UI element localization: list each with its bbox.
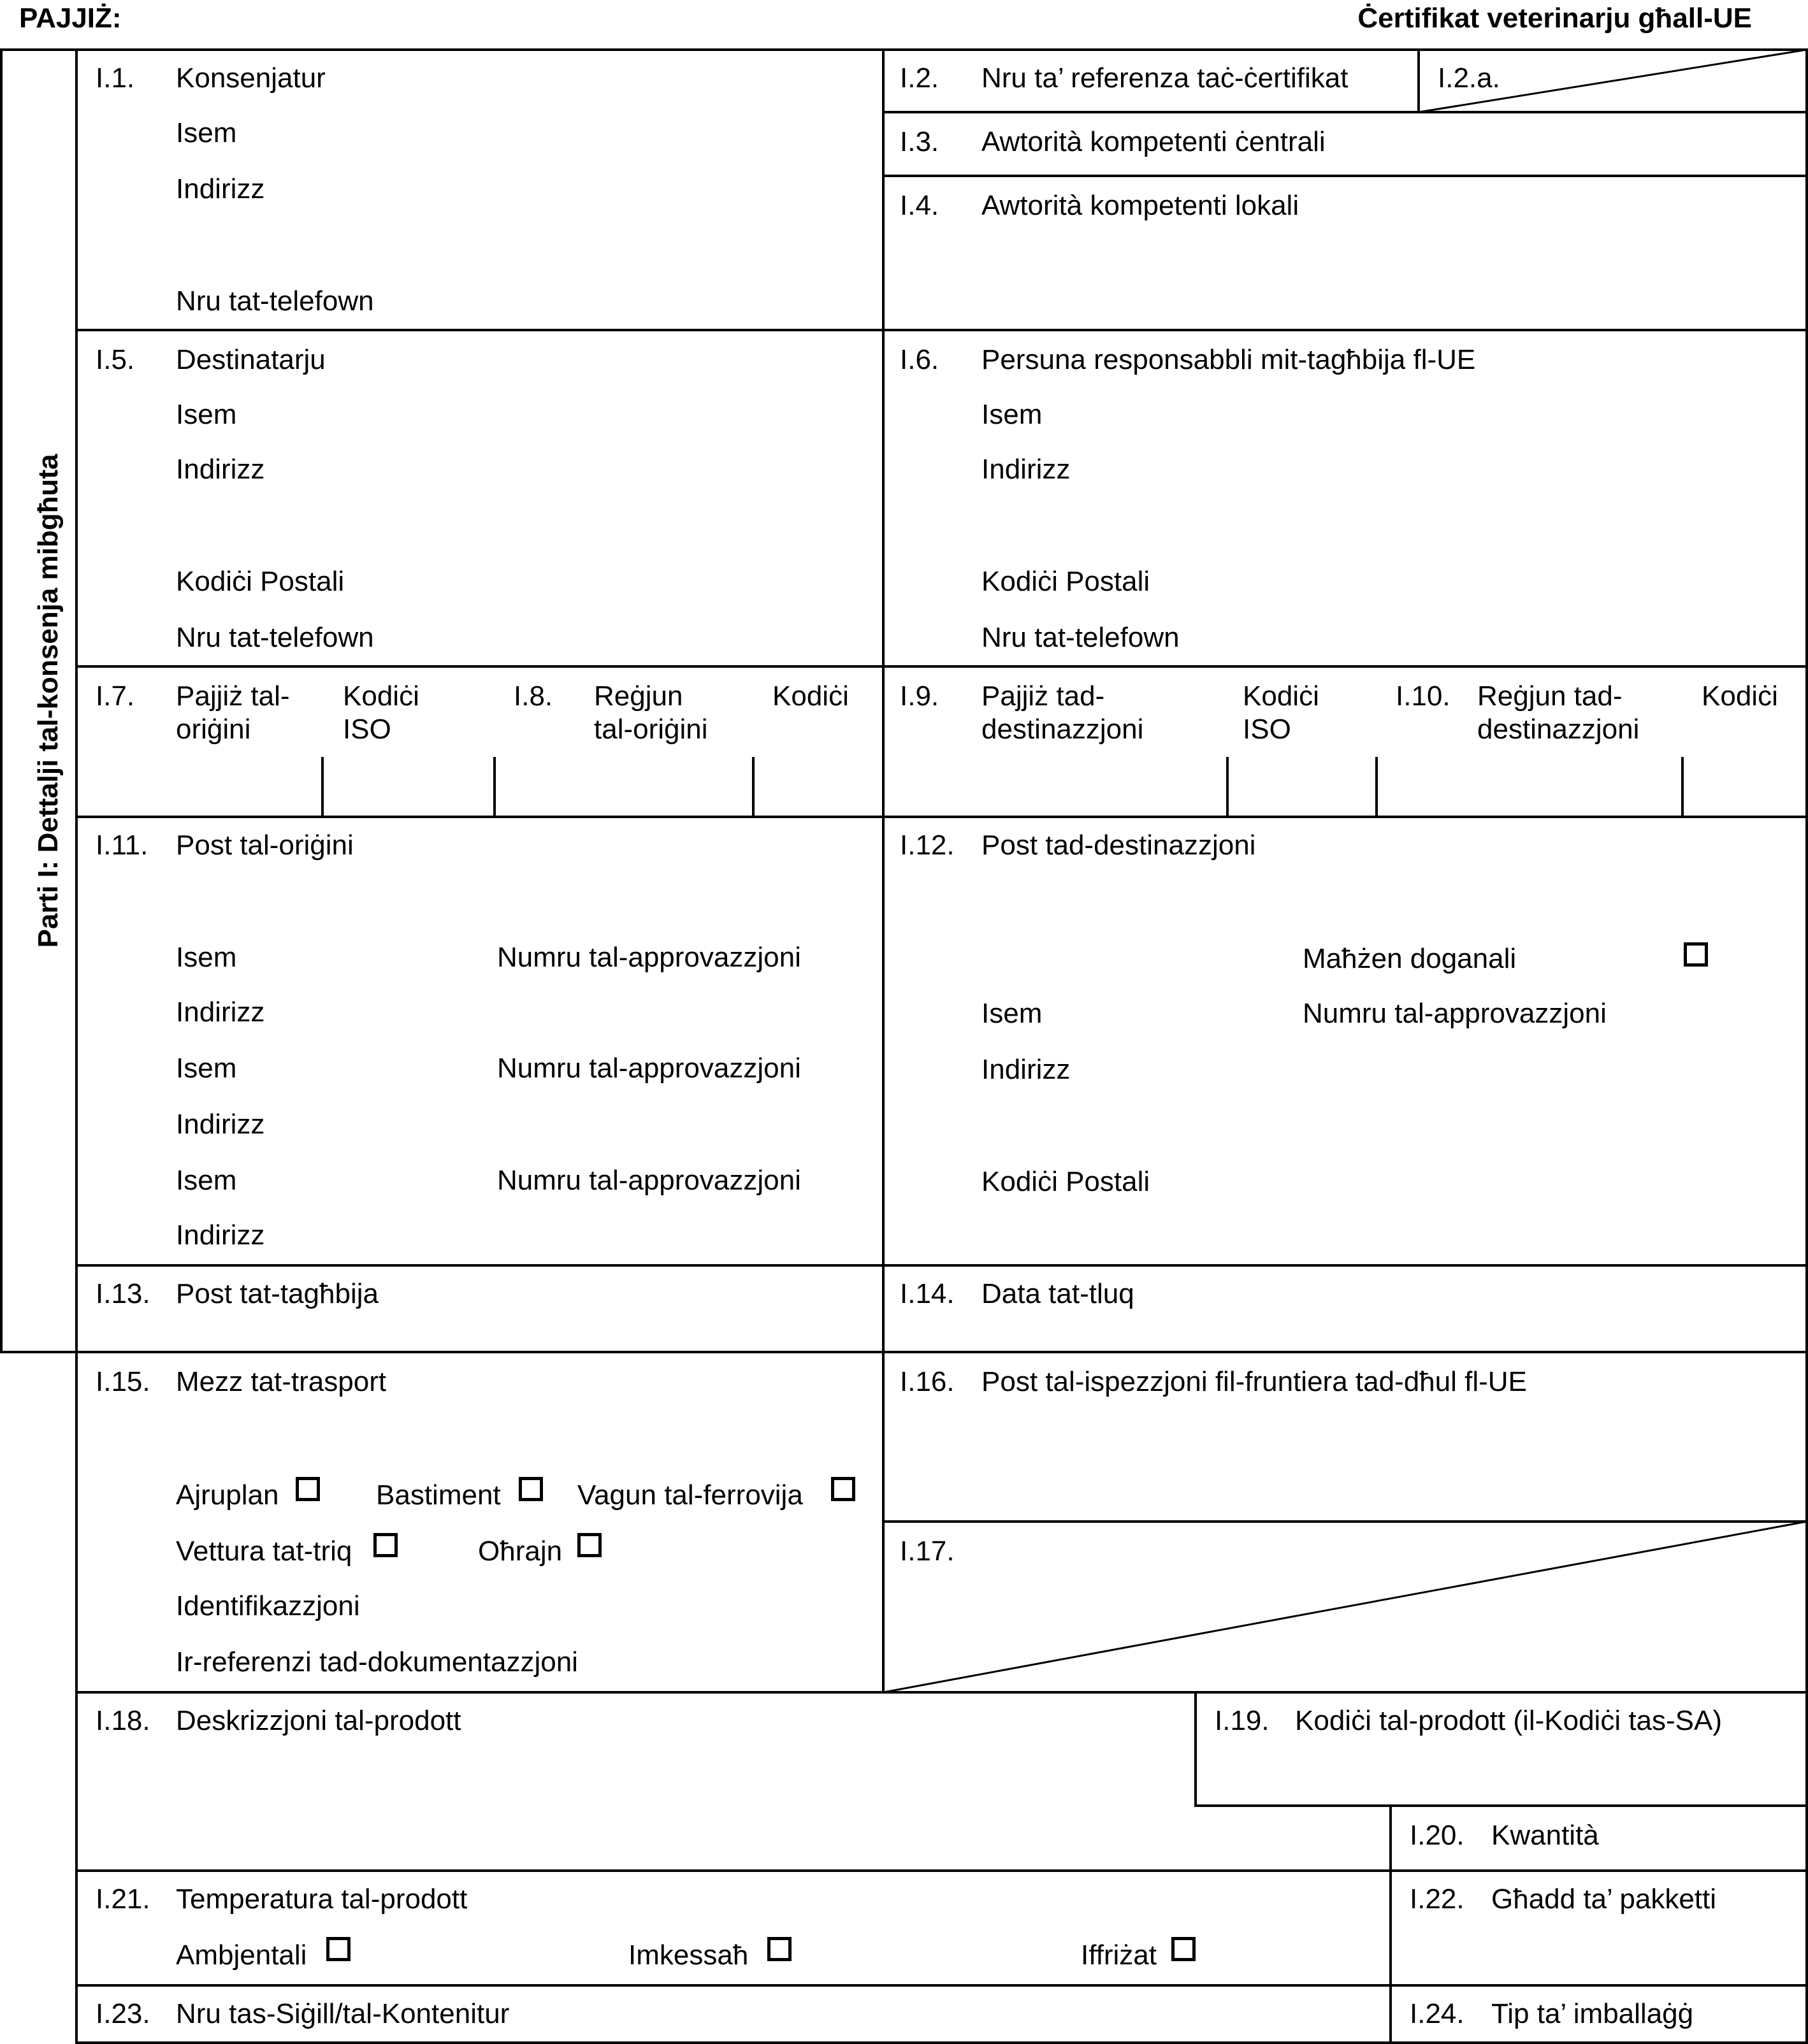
box-i14-number: I.14. <box>900 1278 955 1309</box>
box-i6-title: Persuna responsabbli mit-tagħbija fl-UE <box>981 344 1476 375</box>
box-i12-title: Post tad-destinazzjoni <box>981 830 1256 861</box>
box-i12-name-label: Isem <box>981 998 1043 1029</box>
country-label: PAJJIŻ: <box>19 3 122 34</box>
box-i7-number: I.7. <box>96 680 135 712</box>
box-i23-title: Nru tas-Siġill/tal-Kontenitur <box>176 1998 510 2029</box>
transport-plane-checkbox[interactable] <box>296 1477 320 1501</box>
box-i13-number: I.13. <box>96 1278 150 1309</box>
transport-road-checkbox[interactable] <box>373 1533 398 1557</box>
box-i7-title-line1: Pajjiż tal- <box>176 680 290 712</box>
box-i9-number: I.9. <box>900 680 939 712</box>
box-i8-number: I.8. <box>514 680 553 712</box>
box-i21-title: Temperatura tal-prodott <box>176 1883 468 1915</box>
box-i2-number: I.2. <box>900 62 939 94</box>
box-i6-name-label: Isem <box>981 399 1043 430</box>
certificate-title: Ċertifikat veterinarju għall-UE <box>1357 3 1752 34</box>
transport-rail-label: Vagun tal-ferrovija <box>577 1479 803 1511</box>
box-i7-title-line2: oriġini <box>176 714 251 745</box>
customs-warehouse-checkbox[interactable] <box>1684 942 1708 967</box>
box-i11-address-label-2: Indirizz <box>176 1109 265 1140</box>
box-i1-address-label: Indirizz <box>176 173 265 205</box>
box-i5-postcode-label: Kodiċi Postali <box>176 566 345 597</box>
box-i12-approval-label: Numru tal-approvazzjoni <box>1303 998 1607 1029</box>
box-i5-number: I.5. <box>96 344 135 375</box>
box-i9-iso-line2: ISO <box>1243 714 1291 745</box>
box-i20-title: Kwantità <box>1491 1820 1599 1851</box>
box-i21-number: I.21. <box>96 1883 150 1915</box>
temperature-ambient-checkbox[interactable] <box>326 1937 351 1961</box>
part-one-side-label: Parti I: Dettalji tal-konsenja mibgħuta <box>33 454 64 948</box>
box-i3-title: Awtorità kompetenti ċentrali <box>981 126 1326 157</box>
box-i4-title: Awtorità kompetenti lokali <box>981 190 1299 221</box>
transport-plane-label: Ajruplan <box>176 1479 279 1511</box>
box-i17-number: I.17. <box>900 1536 955 1567</box>
box-i11-address-label-1: Indirizz <box>176 997 265 1028</box>
box-i18-number: I.18. <box>96 1705 150 1736</box>
temperature-frozen-label: Iffriżat <box>1081 1940 1157 1971</box>
box-i10-code-label: Kodiċi <box>1702 680 1778 712</box>
box-i10-title-line1: Reġjun tad- <box>1477 680 1623 712</box>
transport-other-label: Oħrajn <box>478 1536 563 1567</box>
box-i18-title: Deskrizzjoni tal-prodott <box>176 1705 461 1736</box>
box-i6-postcode-label: Kodiċi Postali <box>981 566 1150 597</box>
transport-ship-checkbox[interactable] <box>519 1477 543 1501</box>
box-i1-number: I.1. <box>96 62 135 94</box>
box-i12-postcode-label: Kodiċi Postali <box>981 1166 1150 1197</box>
box-i6-address-label: Indirizz <box>981 454 1071 485</box>
box-i22-title: Għadd ta’ pakketti <box>1491 1883 1717 1915</box>
box-i8-code-label: Kodiċi <box>772 680 849 712</box>
box-i8-title-line1: Reġjun <box>594 680 683 712</box>
box-i19-title: Kodiċi tal-prodott (il-Kodiċi tas-SA) <box>1295 1705 1723 1736</box>
box-i24-number: I.24. <box>1410 1998 1464 2029</box>
box-i5-phone-label: Nru tat-telefown <box>176 622 374 653</box>
box-i5-address-label: Indirizz <box>176 454 265 485</box>
box-i2a-number: I.2.a. <box>1438 62 1500 94</box>
box-i10-title-line2: destinazzjoni <box>1477 714 1640 745</box>
box-i11-name-label-3: Isem <box>176 1165 237 1196</box>
box-i1-phone-label: Nru tat-telefown <box>176 285 374 317</box>
box-i12-customs-label: Maħżen doganali <box>1303 943 1517 974</box>
box-i15-documents-label: Ir-referenzi tad-dokumentazzjoni <box>176 1646 578 1678</box>
box-i5-name-label: Isem <box>176 399 237 430</box>
box-i7-iso-line2: ISO <box>343 714 391 745</box>
box-i16-number: I.16. <box>900 1366 955 1397</box>
box-i5-title: Destinatarju <box>176 344 326 375</box>
box-i7-iso-line1: Kodiċi <box>343 680 419 712</box>
box-i11-address-label-3: Indirizz <box>176 1220 265 1251</box>
box-i15-number: I.15. <box>96 1366 150 1397</box>
box-i22-number: I.22. <box>1410 1883 1464 1915</box>
temperature-frozen-checkbox[interactable] <box>1171 1937 1196 1961</box>
box-i6-phone-label: Nru tat-telefown <box>981 622 1180 653</box>
box-i4-number: I.4. <box>900 190 939 221</box>
box-i11-title: Post tal-oriġini <box>176 830 354 861</box>
box-i6-number: I.6. <box>900 344 939 375</box>
box-i24-title: Tip ta’ imballaġġ <box>1491 1998 1694 2029</box>
box-i10-number: I.10. <box>1396 680 1450 712</box>
box-i8-title-line2: tal-oriġini <box>594 714 708 745</box>
box-i1-title: Konsenjatur <box>176 62 326 94</box>
box-i13-title: Post tat-tagħbija <box>176 1278 379 1309</box>
box-i16-title: Post tal-ispezzjoni fil-fruntiera tad-dħul fl-UE <box>981 1366 1527 1397</box>
box-i15-identification-label: Identifikazzjoni <box>176 1590 360 1622</box>
box-i19-number: I.19. <box>1215 1705 1269 1736</box>
box-i11-approval-label-2: Numru tal-approvazzjoni <box>497 1053 801 1084</box>
transport-rail-checkbox[interactable] <box>831 1477 855 1501</box>
box-i3-number: I.3. <box>900 126 939 157</box>
box-i12-address-label: Indirizz <box>981 1054 1071 1085</box>
box-i15-title: Mezz tat-trasport <box>176 1366 387 1397</box>
box-i14-title: Data tat-tluq <box>981 1278 1134 1309</box>
transport-other-checkbox[interactable] <box>577 1533 602 1557</box>
temperature-ambient-label: Ambjentali <box>176 1940 307 1971</box>
box-i1-name-label: Isem <box>176 117 237 148</box>
temperature-chilled-label: Imkessaħ <box>628 1940 749 1971</box>
box-i9-iso-line1: Kodiċi <box>1243 680 1319 712</box>
box-i20-number: I.20. <box>1410 1820 1464 1851</box>
box-i11-approval-label-3: Numru tal-approvazzjoni <box>497 1165 801 1196</box>
box-i23-number: I.23. <box>96 1998 150 2029</box>
box-i11-approval-label-1: Numru tal-approvazzjoni <box>497 942 801 973</box>
temperature-chilled-checkbox[interactable] <box>767 1937 792 1961</box>
box-i12-number: I.12. <box>900 830 955 861</box>
transport-ship-label: Bastiment <box>376 1479 501 1511</box>
transport-road-label: Vettura tat-triq <box>176 1536 352 1567</box>
box-i9-title-line1: Pajjiż tad- <box>981 680 1105 712</box>
box-i2-title: Nru ta’ referenza taċ-ċertifikat <box>981 62 1349 94</box>
box-i11-name-label-1: Isem <box>176 942 237 973</box>
box-i11-number: I.11. <box>96 830 148 861</box>
box-i11-name-label-2: Isem <box>176 1053 237 1084</box>
box-i9-title-line2: destinazzjoni <box>981 714 1144 745</box>
